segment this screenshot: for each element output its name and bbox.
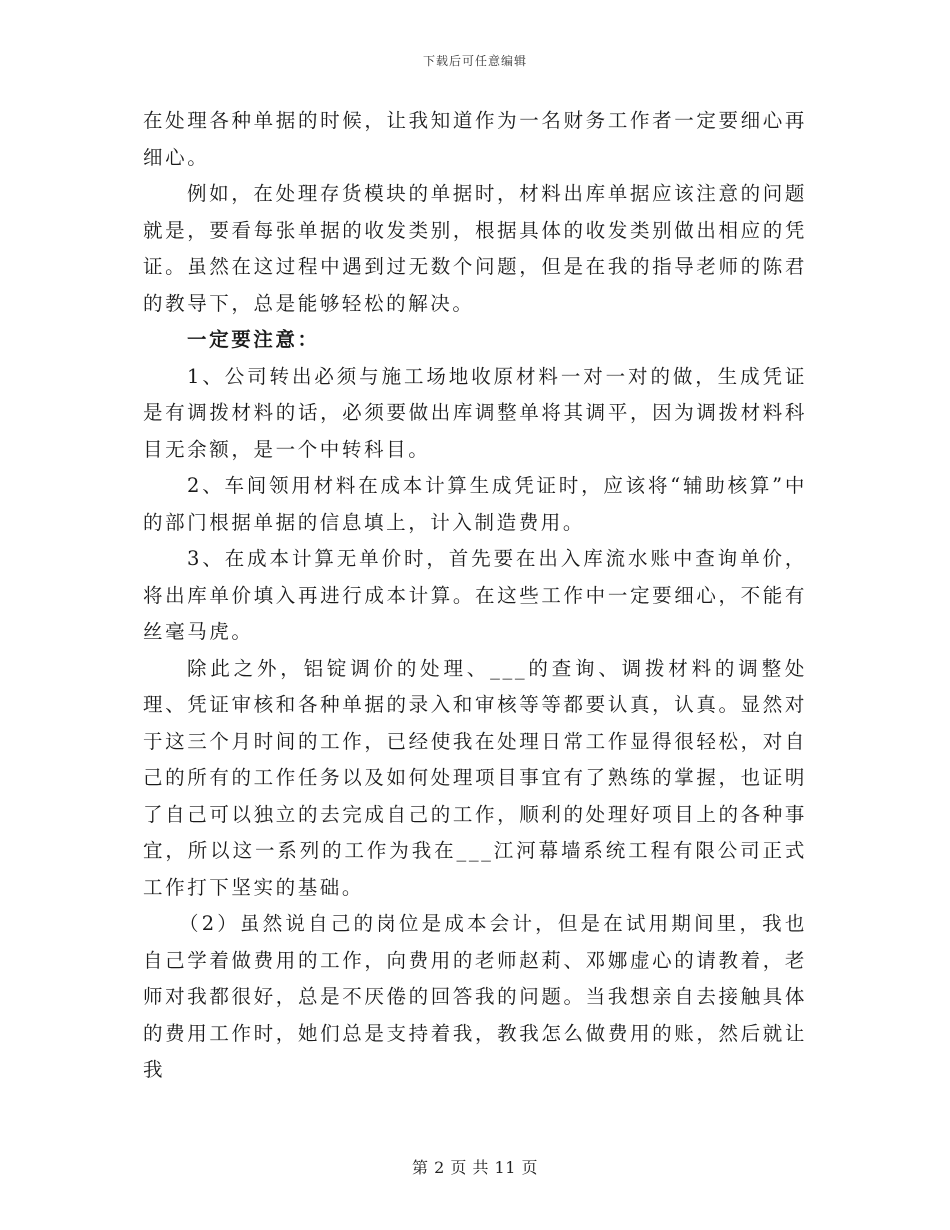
paragraph-4: （2）虽然说自己的岗位是成本会计，但是在试用期间里，我也自己学着做费用的工作，向费用的老师赵莉、邓娜虚心的请教着，老师对我都很好，总是不厌倦的回答我的问题。当我想亲自去接触具体的费用工作时，她们总是支持着我，教我怎么做费用的账，然后就让我 xyxy=(143,912,807,1081)
paragraph-item-1: 1、公司转出必须与施工场地收原材料一对一对的做，生成凭证是有调拨材料的话，必须要做出库调整单将其调平，因为调拨材料科目无余额，是一个中转科目。 xyxy=(143,364,807,461)
paragraph-item-2: 2、车间领用材料在成本计算生成凭证时，应该将“辅助核算”中的部门根据单据的信息填上，计入制造费用。 xyxy=(143,474,807,534)
paragraph-3: 除此之外，铝锭调价的处理、___的查询、调拨材料的调整处理、凭证审核和各种单据的录入和审核等等都要认真，认真。显然对于这三个月时间的工作，已经使我在处理日常工作显得很轻松，对自己的所有的工作任务以及如何处理项目事宜有了熟练的掌握，也证明了自己可以独立的去完成自己的工作，顺利的处理好项目上的各种事宜，所以这一系列的工作为我在___江河幕墙系统工程有限公司正式工作打下坚实的基础。 xyxy=(143,656,807,899)
page-number: 第 2 页 共 11 页 xyxy=(412,1158,538,1177)
paragraph-2: 例如，在处理存货模块的单据时，材料出库单据应该注意的问题就是，要看每张单据的收发类别，根据具体的收发类别做出相应的凭证。虽然在这过程中遇到过无数个问题，但是在我的指导老师的陈君的教导下，总是能够轻松的解决。 xyxy=(143,182,807,315)
paragraph-item-3: 3、在成本计算无单价时，首先要在出入库流水账中查询单价，将出库单价填入再进行成本计算。在这些工作中一定要细心，不能有丝毫马虎。 xyxy=(143,547,807,643)
section-heading: 一定要注意： xyxy=(187,328,320,351)
document-body xyxy=(143,103,807,1089)
paragraph-1: 在处理各种单据的时候，让我知道作为一名财务工作者一定要细心再细心。 xyxy=(143,109,807,169)
page-header: 下载后可任意编辑 xyxy=(422,54,527,68)
